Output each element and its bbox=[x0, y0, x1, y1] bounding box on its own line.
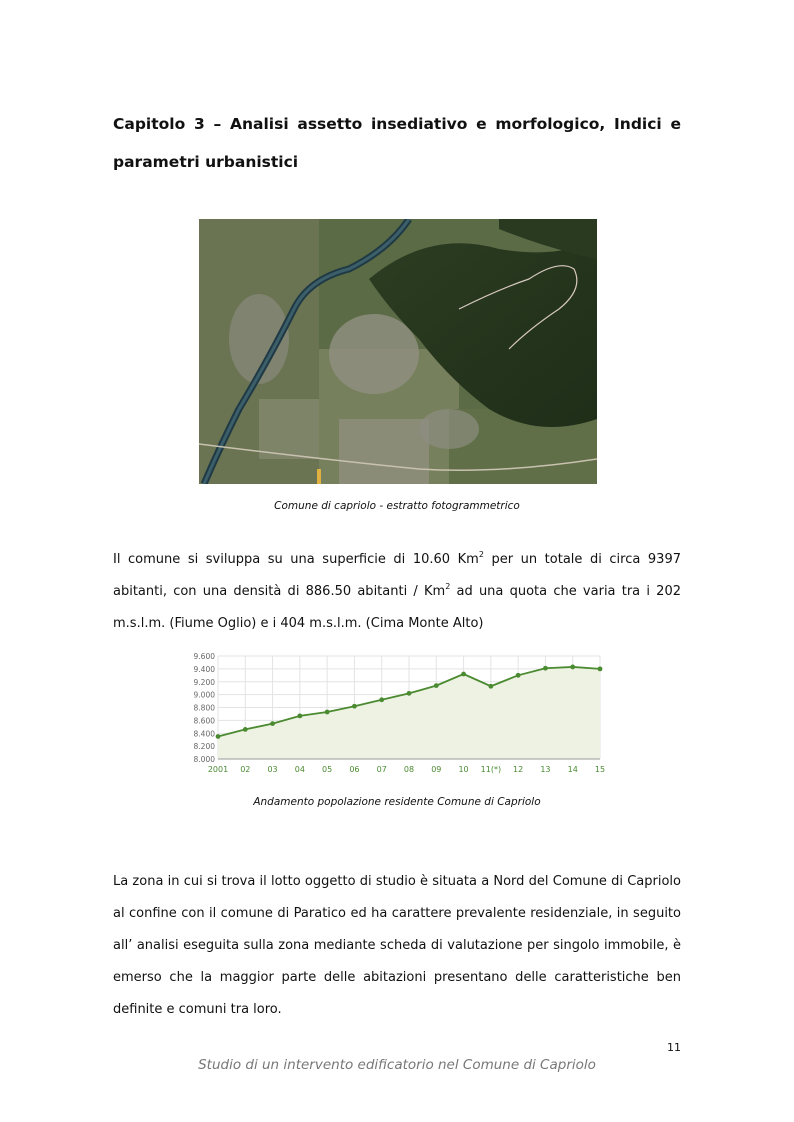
para1-text-a: Il comune si sviluppa su una superficie di 10.60 Km bbox=[113, 552, 479, 567]
y-tick-label: 8.400 bbox=[193, 729, 215, 739]
para1-text-c: ad una quota che varia tra i 202 m.s.l.m. (Fiume Oglio) e i 404 m.s.l.m. (Cima Monte Alto) bbox=[113, 584, 681, 631]
map-caption: Comune di capriolo - estratto fotogrammetrico bbox=[274, 500, 520, 512]
data-point bbox=[488, 684, 493, 689]
x-tick-label: 13 bbox=[540, 765, 551, 774]
data-point bbox=[216, 734, 221, 739]
x-tick-label: 14 bbox=[567, 765, 578, 774]
data-point bbox=[352, 704, 357, 709]
page-footer: Studio di un intervento edificatorio nel Comune di Capriolo bbox=[198, 1057, 596, 1073]
data-point bbox=[243, 727, 248, 732]
chart-caption: Andamento popolazione residente Comune di Capriolo bbox=[253, 796, 541, 808]
y-tick-label: 9.600 bbox=[193, 652, 215, 661]
y-tick-label: 9.200 bbox=[193, 677, 215, 687]
x-tick-label: 15 bbox=[594, 765, 606, 774]
x-tick-label: 12 bbox=[513, 765, 524, 774]
data-point bbox=[325, 710, 330, 715]
data-point bbox=[297, 713, 302, 718]
chapter-heading: Capitolo 3 – Analisi assetto insediativo e morfologico, Indici e parametri urbanistici bbox=[113, 115, 681, 171]
population-paragraph bbox=[113, 544, 681, 640]
x-tick-label: 07 bbox=[376, 765, 387, 774]
data-point bbox=[598, 666, 603, 671]
data-point bbox=[570, 665, 575, 670]
data-point bbox=[516, 673, 521, 678]
data-point bbox=[434, 683, 439, 688]
para1-text-b: per un totale di circa 9397 abitanti, con una densità di 886.50 abitanti / Km bbox=[113, 552, 681, 599]
x-tick-label: 09 bbox=[431, 765, 442, 774]
data-point bbox=[270, 721, 275, 726]
x-tick-label: 03 bbox=[267, 765, 278, 774]
zone-paragraph: La zona in cui si trova il lotto oggetto di studio è situata a Nord del Comune di Capriolo al confine con il comune di Paratico ed ha carattere prevalente residenziale, in seguito all’ analisi eseguita sulla zona mediante scheda di valutazione per singolo immobile, è emerso che la maggior parte delle abitazioni presentano delle caratteristiche ben definite e comuni tra loro. bbox=[113, 874, 681, 1017]
data-point bbox=[407, 691, 412, 696]
page-number: 11 bbox=[667, 1041, 681, 1054]
y-tick-label: 8.200 bbox=[193, 742, 215, 752]
x-tick-label: 08 bbox=[403, 765, 415, 774]
para1-sup-1: 2 bbox=[478, 550, 484, 559]
x-tick-label: 04 bbox=[294, 765, 305, 774]
x-tick-label: 05 bbox=[322, 765, 333, 774]
x-tick-label: 2001 bbox=[207, 765, 229, 774]
y-tick-label: 9.000 bbox=[193, 690, 215, 700]
x-tick-label: 02 bbox=[240, 765, 251, 774]
x-tick-label: 11(*) bbox=[480, 765, 502, 774]
x-tick-label: 06 bbox=[349, 765, 360, 774]
para1-sup-2: 2 bbox=[445, 582, 451, 591]
satellite-map-image bbox=[199, 219, 597, 484]
data-point bbox=[543, 666, 548, 671]
y-tick-label: 8.000 bbox=[193, 755, 215, 764]
y-tick-label: 8.800 bbox=[193, 703, 215, 713]
data-point bbox=[461, 672, 466, 677]
y-tick-label: 8.600 bbox=[193, 716, 215, 726]
data-point bbox=[379, 697, 384, 702]
y-tick-label: 9.400 bbox=[193, 664, 215, 674]
x-tick-label: 10 bbox=[458, 765, 469, 774]
population-chart bbox=[180, 648, 610, 778]
